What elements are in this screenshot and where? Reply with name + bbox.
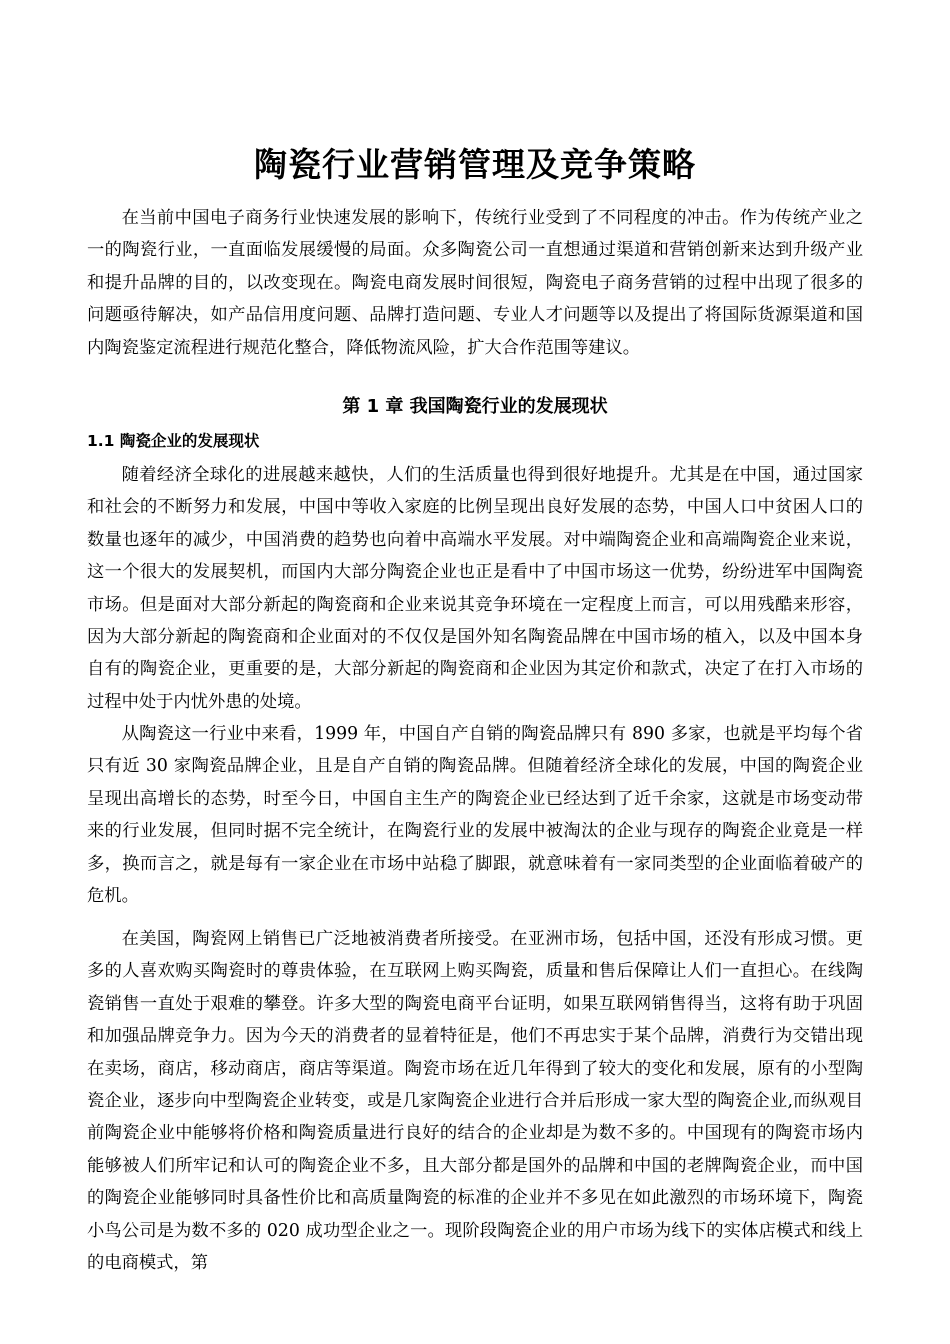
abstract-paragraph: 在当前中国电子商务行业快速发展的影响下，传统行业受到了不同程度的冲击。作为传统产业之一的陶瓷行业，一直面临发展缓慢的局面。众多陶瓷公司一直想通过渠道和营销创新来达到升级产业和提升品牌的目的，以改变现在。陶瓷电商发展时间很短，陶瓷电子商务营销的过程中出现了很多的问题亟待解决，如产品信用度问题、品牌打造问题、专业人才问题等以及提出了将国际货源渠道和国内陶瓷鉴定流程进行规范化整合，降低物流风险，扩大合作范围等建议。: [87, 208, 863, 358]
document-title: 陶瓷行业营销管理及竞争策略: [254, 145, 696, 184]
chapter-title: 第 1 章 我国陶瓷行业的发展现状: [342, 396, 608, 417]
body-paragraph: 从陶瓷这一行业中来看，1999 年，中国自产自销的陶瓷品牌只有 890 多家，也就是平均每个省只有近 30 家陶瓷品牌企业，且是自产自销的陶瓷品牌。但随着经济全球化的发展，中国的陶瓷企业呈现出高增长的态势，时至今日，中国自主生产的陶瓷企业已经达到了近千余家，这就是市场变动带来的行业发展，但同时据不完全统计，在陶瓷行业的发展中被淘汰的企业与现存的陶瓷企业竟是一样多，换而言之，就是每有一家企业在市场中站稳了脚跟，就意味着有一家同类型的企业面临着破产的危机。: [87, 724, 863, 907]
section-title: 1.1 陶瓷企业的发展现状: [87, 432, 260, 450]
body-paragraph: 随着经济全球化的进展越来越快，人们的生活质量也得到很好地提升。尤其是在中国，通过国家和社会的不断努力和发展，中国中等收入家庭的比例呈现出良好发展的态势，中国人口中贫困人口的数量也逐年的减少，中国消费的趋势也向着中高端水平发展。对中端陶瓷企业和高端陶瓷企业来说，这一个很大的发展契机，而国内大部分陶瓷企业也正是看中了中国市场这一优势，纷纷进军中国陶瓷市场。但是面对大部分新起的陶瓷商和企业来说其竞争环境在一定程度上而言，可以用残酷来形容，因为大部分新起的陶瓷商和企业面对的不仅仅是国外知名陶瓷品牌在中国市场的植入，以及中国本身自有的陶瓷企业，更重要的是，大部分新起的陶瓷商和企业因为其定价和款式，决定了在打入市场的过程中处于内忧外患的处境。: [87, 465, 863, 712]
body-paragraph: 在美国，陶瓷网上销售已广泛地被消费者所接受。在亚洲市场，包括中国，还没有形成习惯。更多的人喜欢购买陶瓷时的尊贵体验，在互联网上购买陶瓷，质量和售后保障让人们一直担心。在线陶瓷销售一直处于艰难的攀登。许多大型的陶瓷电商平台证明，如果互联网销售得当，这将有助于巩固和加强品牌竞争力。因为今天的消费者的显着特征是，他们不再忠实于某个品牌，消费行为交错出现在卖场，商店，移动商店，商店等渠道。陶瓷市场在近几年得到了较大的变化和发展，原有的小型陶瓷企业，逐步向中型陶瓷企业转变，或是几家陶瓷企业进行合并后形成一家大型的陶瓷企业,而纵观目前陶瓷企业中能够将价格和陶瓷质量进行良好的结合的企业却是为数不多的。中国现有的陶瓷市场内能够被人们所牢记和认可的陶瓷企业不多，且大部分都是国外的品牌和中国的老牌陶瓷企业，而中国的陶瓷企业能够同时具备性价比和高质量陶瓷的标准的企业并不多见在如此激烈的市场环境下，陶瓷小鸟公司是为数不多的 020 成功型企业之一。现阶段陶瓷企业的用户市场为线下的实体店模式和线上的电商模式，第: [87, 929, 863, 1274]
